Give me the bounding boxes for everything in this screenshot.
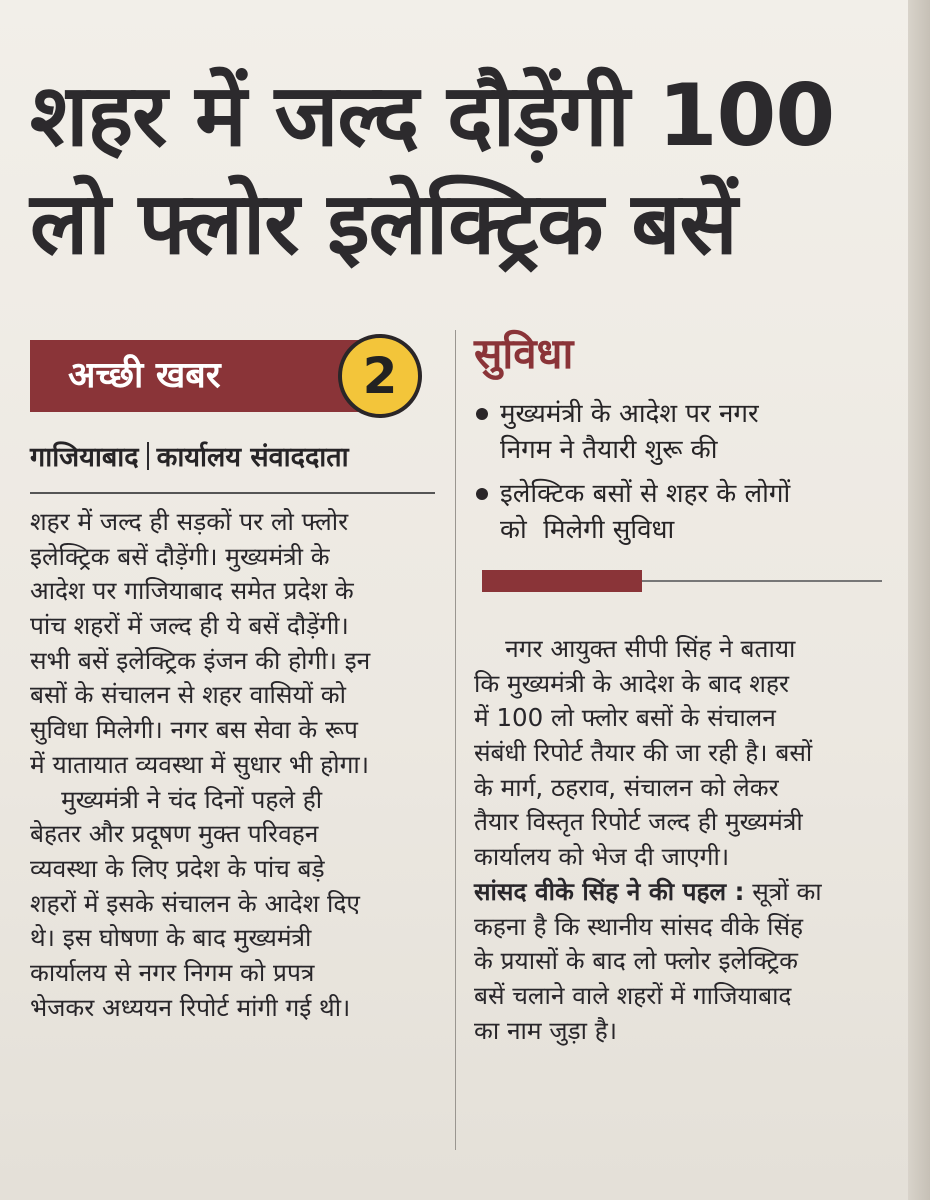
column-divider: [455, 330, 456, 1150]
bullet-item: [474, 476, 914, 548]
body-line: बेहतर और प्रदूषण मुक्त परिवहन: [30, 819, 319, 849]
byline-place: गाजियाबाद: [30, 442, 139, 473]
body-line: के मार्ग, ठहराव, संचालन को लेकर: [474, 772, 779, 802]
body-line: पांच शहरों में जल्द ही ये बसें दौड़ेंगी।: [30, 611, 349, 641]
body-line: बसों के संचालन से शहर वासियों को: [30, 680, 346, 710]
right-column-body: [474, 632, 894, 1048]
headline-line-2: लो फ्लोर इलेक्ट्रिक बसें: [30, 174, 737, 274]
good-news-number-badge: [338, 334, 422, 418]
badge-number: 2: [362, 347, 398, 405]
body-line: कार्यालय को भेज दी जाएगी।: [474, 842, 730, 872]
good-news-banner: [30, 340, 360, 412]
body-line: इलेक्ट्रिक बसें दौड़ेंगी। मुख्यमंत्री के: [30, 541, 330, 571]
body-line: संबंधी रिपोर्ट तैयार की जा रही है। बसों: [474, 738, 813, 768]
good-news-label: अच्छी खबर: [68, 355, 221, 396]
bullet-line: निगम ने तैयारी शुरू की: [500, 435, 718, 465]
body-line: कि मुख्यमंत्री के आदेश के बाद शहर: [474, 668, 789, 698]
sidebar-title: सुविधा: [474, 329, 574, 378]
body-line: शहर में जल्द ही सड़कों पर लो फ्लोर: [30, 507, 349, 536]
subhead: सांसद वीके सिंह ने की पहल :: [474, 876, 745, 906]
subhead-line-rest: सूत्रों का: [744, 876, 822, 906]
adjacent-page-edge: [908, 0, 930, 1200]
bullet-item: [474, 396, 914, 468]
bullet-line: इलेक्टिक बसों से शहर के लोगों: [500, 479, 791, 509]
body-line: का नाम जुड़ा है।: [474, 1015, 618, 1045]
body-line: में यातायात व्यवस्था में सुधार भी होगा।: [30, 749, 370, 779]
body-line: सुविधा मिलेगी। नगर बस सेवा के रूप: [30, 715, 358, 745]
body-line: थे। इस घोषणा के बाद मुख्यमंत्री: [30, 923, 312, 953]
sidebar-bullets: [474, 396, 914, 556]
accent-rule: [642, 580, 882, 582]
bullet-line: को मिलेगी सुविधा: [500, 515, 675, 545]
byline-separator: [147, 442, 149, 470]
byline-author: कार्यालय संवाददाता: [156, 442, 349, 473]
body-line: शहरों में इसके संचालन के आदेश दिए: [30, 888, 360, 918]
body-line: आदेश पर गाजियाबाद समेत प्रदेश के: [30, 576, 354, 606]
bullet-dot-icon: [476, 488, 488, 500]
body-line: भेजकर अध्ययन रिपोर्ट मांगी गई थी।: [30, 992, 351, 1022]
body-line: में 100 लो फ्लोर बसों के संचालन: [474, 703, 776, 733]
body-line: बसें चलाने वाले शहरों में गाजियाबाद: [474, 980, 792, 1010]
body-line: सभी बसें इलेक्ट्रिक इंजन की होगी। इन: [30, 645, 371, 675]
byline-rule: [30, 492, 435, 494]
body-line: मुख्यमंत्री ने चंद दिनों पहले ही: [30, 784, 323, 814]
body-line: नगर आयुक्त सीपी सिंह ने बताया: [474, 634, 796, 663]
subhead-line: [474, 875, 894, 910]
bullet-dot-icon: [476, 408, 488, 420]
bullet-line: मुख्यमंत्री के आदेश पर नगर: [500, 399, 759, 429]
headline-line-1: शहर में जल्द दौड़ेंगी 100: [30, 66, 835, 166]
body-line: कहना है कि स्थानीय सांसद वीके सिंह: [474, 911, 804, 941]
accent-bar: [482, 570, 642, 592]
byline: [30, 438, 450, 478]
body-line: तैयार विस्तृत रिपोर्ट जल्द ही मुख्यमंत्री: [474, 807, 803, 837]
body-line: कार्यालय से नगर निगम को प्रपत्र: [30, 957, 315, 987]
headline: [30, 62, 890, 278]
body-line: व्यवस्था के लिए प्रदेश के पांच बड़े: [30, 853, 325, 883]
left-column-body: [30, 505, 438, 1025]
body-line: के प्रयासों के बाद लो फ्लोर इलेक्ट्रिक: [474, 946, 798, 976]
